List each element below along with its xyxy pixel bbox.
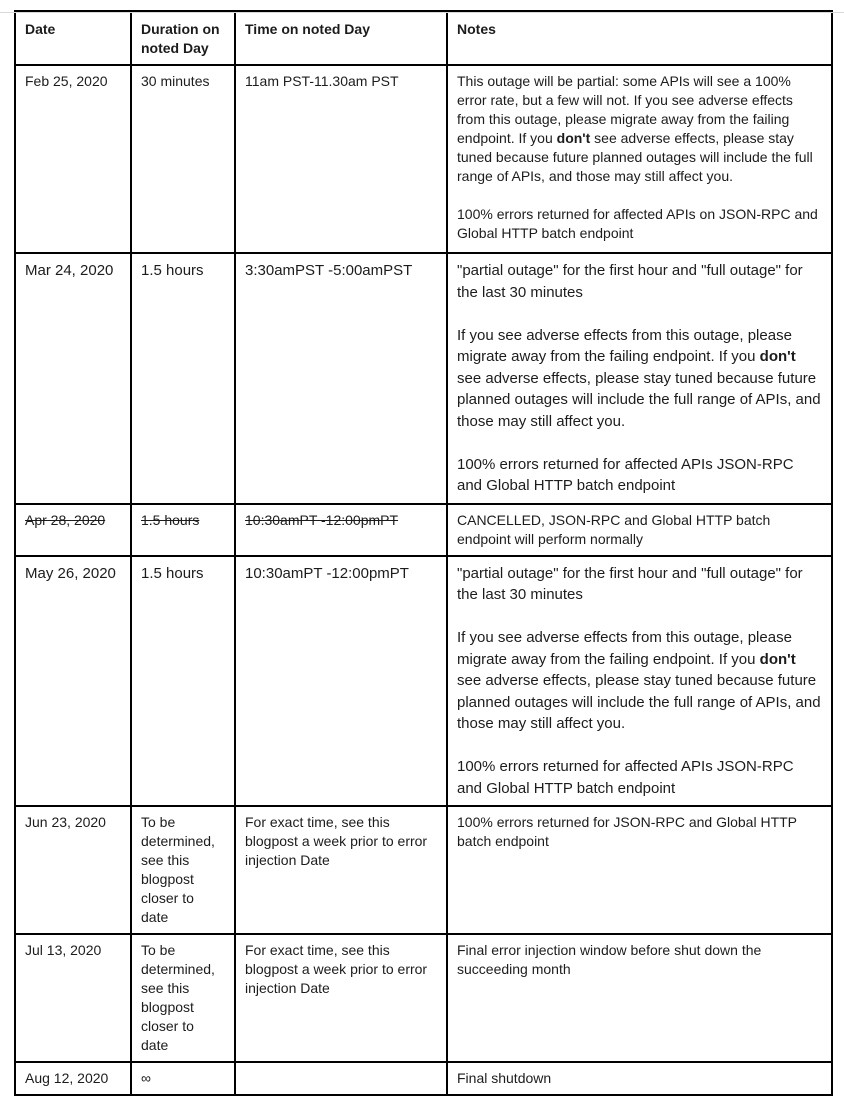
notes-paragraph: "partial outage" for the first hour and "full outage" for the last 30 minutes: [457, 262, 803, 301]
date-cell: May 26, 2020: [15, 556, 131, 807]
notes-paragraph: 100% errors returned for affected APIs JSON-RPC and Global HTTP batch endpoint: [457, 758, 794, 797]
date-cell: Apr 28, 2020: [15, 504, 131, 556]
header-row: [15, 11, 832, 65]
notes-paragraph: 100% errors returned for affected APIs on JSON-RPC and Global HTTP batch endpoint: [457, 206, 818, 241]
time-cell: For exact time, see this blogpost a week prior to error injection Date: [235, 934, 447, 1062]
table-row: [15, 65, 832, 253]
duration-cell: 1.5 hours: [131, 556, 235, 807]
notes-paragraph: This outage will be partial: some APIs will see a 100% error rate, but a few will not. If you see adverse effects from this outage, please migrate away from the failing endpoint. If you don't see adverse effects, please stay tuned because future planned outages will include the full range of APIs, and those may still affect you.: [457, 73, 813, 184]
time-cell: 11am PST-11.30am PST: [235, 65, 447, 253]
table-row: [15, 934, 832, 1062]
duration-cell: 1.5 hours: [131, 253, 235, 504]
notes-paragraph: If you see adverse effects from this outage, please migrate away from the failing endpoint. If you don't see adverse effects, please stay tuned because future planned outages will include the full range of APIs, and those may still affect you.: [457, 326, 821, 430]
column-header-notes: Notes: [447, 11, 832, 65]
notes-paragraph: 100% errors returned for JSON-RPC and Global HTTP batch endpoint: [457, 814, 797, 849]
time-cell: 10:30amPT -12:00pmPT: [235, 556, 447, 807]
notes-paragraph: If you see adverse effects from this outage, please migrate away from the failing endpoint. If you don't see adverse effects, please stay tuned because future planned outages will include the full range of APIs, and those may still affect you.: [457, 629, 821, 732]
outage-schedule-table: [14, 10, 833, 1096]
table-header: [15, 11, 832, 65]
column-header-date: Date: [15, 11, 131, 65]
duration-cell: To be determined, see this blogpost closer to date: [131, 806, 235, 934]
table-row: [15, 556, 832, 807]
table-row: [15, 253, 832, 504]
table-row: [15, 1062, 832, 1095]
column-header-duration: Duration on noted Day: [131, 11, 235, 65]
bold-text: don't: [759, 348, 796, 365]
notes-cell: [447, 806, 832, 934]
time-cell: 3:30amPST -5:00amPST: [235, 253, 447, 504]
notes-cell: [447, 556, 832, 807]
page-top-rule: [0, 12, 844, 13]
notes-cell: [447, 65, 832, 253]
notes-cell: [447, 253, 832, 504]
table-row: [15, 806, 832, 934]
notes-paragraph: "partial outage" for the first hour and "full outage" for the last 30 minutes: [457, 564, 803, 603]
duration-cell: 1.5 hours: [131, 504, 235, 556]
date-cell: Feb 25, 2020: [15, 65, 131, 253]
column-header-time: Time on noted Day: [235, 11, 447, 65]
bold-text: don't: [556, 130, 591, 146]
duration-cell: 30 minutes: [131, 65, 235, 253]
table-body: [15, 65, 832, 1095]
date-cell: Mar 24, 2020: [15, 253, 131, 504]
table-row: [15, 504, 832, 556]
time-cell: [235, 1062, 447, 1095]
date-cell: Aug 12, 2020: [15, 1062, 131, 1095]
duration-cell: To be determined, see this blogpost closer to date: [131, 934, 235, 1062]
time-cell: For exact time, see this blogpost a week prior to error injection Date: [235, 806, 447, 934]
notes-cell: [447, 1062, 832, 1095]
duration-cell: ∞: [131, 1062, 235, 1095]
date-cell: Jun 23, 2020: [15, 806, 131, 934]
date-cell: Jul 13, 2020: [15, 934, 131, 1062]
notes-paragraph: CANCELLED, JSON-RPC and Global HTTP batch endpoint will perform normally: [457, 511, 771, 547]
notes-paragraph: 100% errors returned for affected APIs JSON-RPC and Global HTTP batch endpoint: [457, 455, 794, 494]
notes-cell: [447, 934, 832, 1062]
time-cell: 10:30amPT -12:00pmPT: [235, 504, 447, 556]
notes-paragraph: Final shutdown: [457, 1070, 552, 1086]
notes-paragraph: Final error injection window before shut down the succeeding month: [457, 942, 762, 977]
bold-text: don't: [759, 650, 796, 668]
notes-cell: [447, 504, 832, 556]
